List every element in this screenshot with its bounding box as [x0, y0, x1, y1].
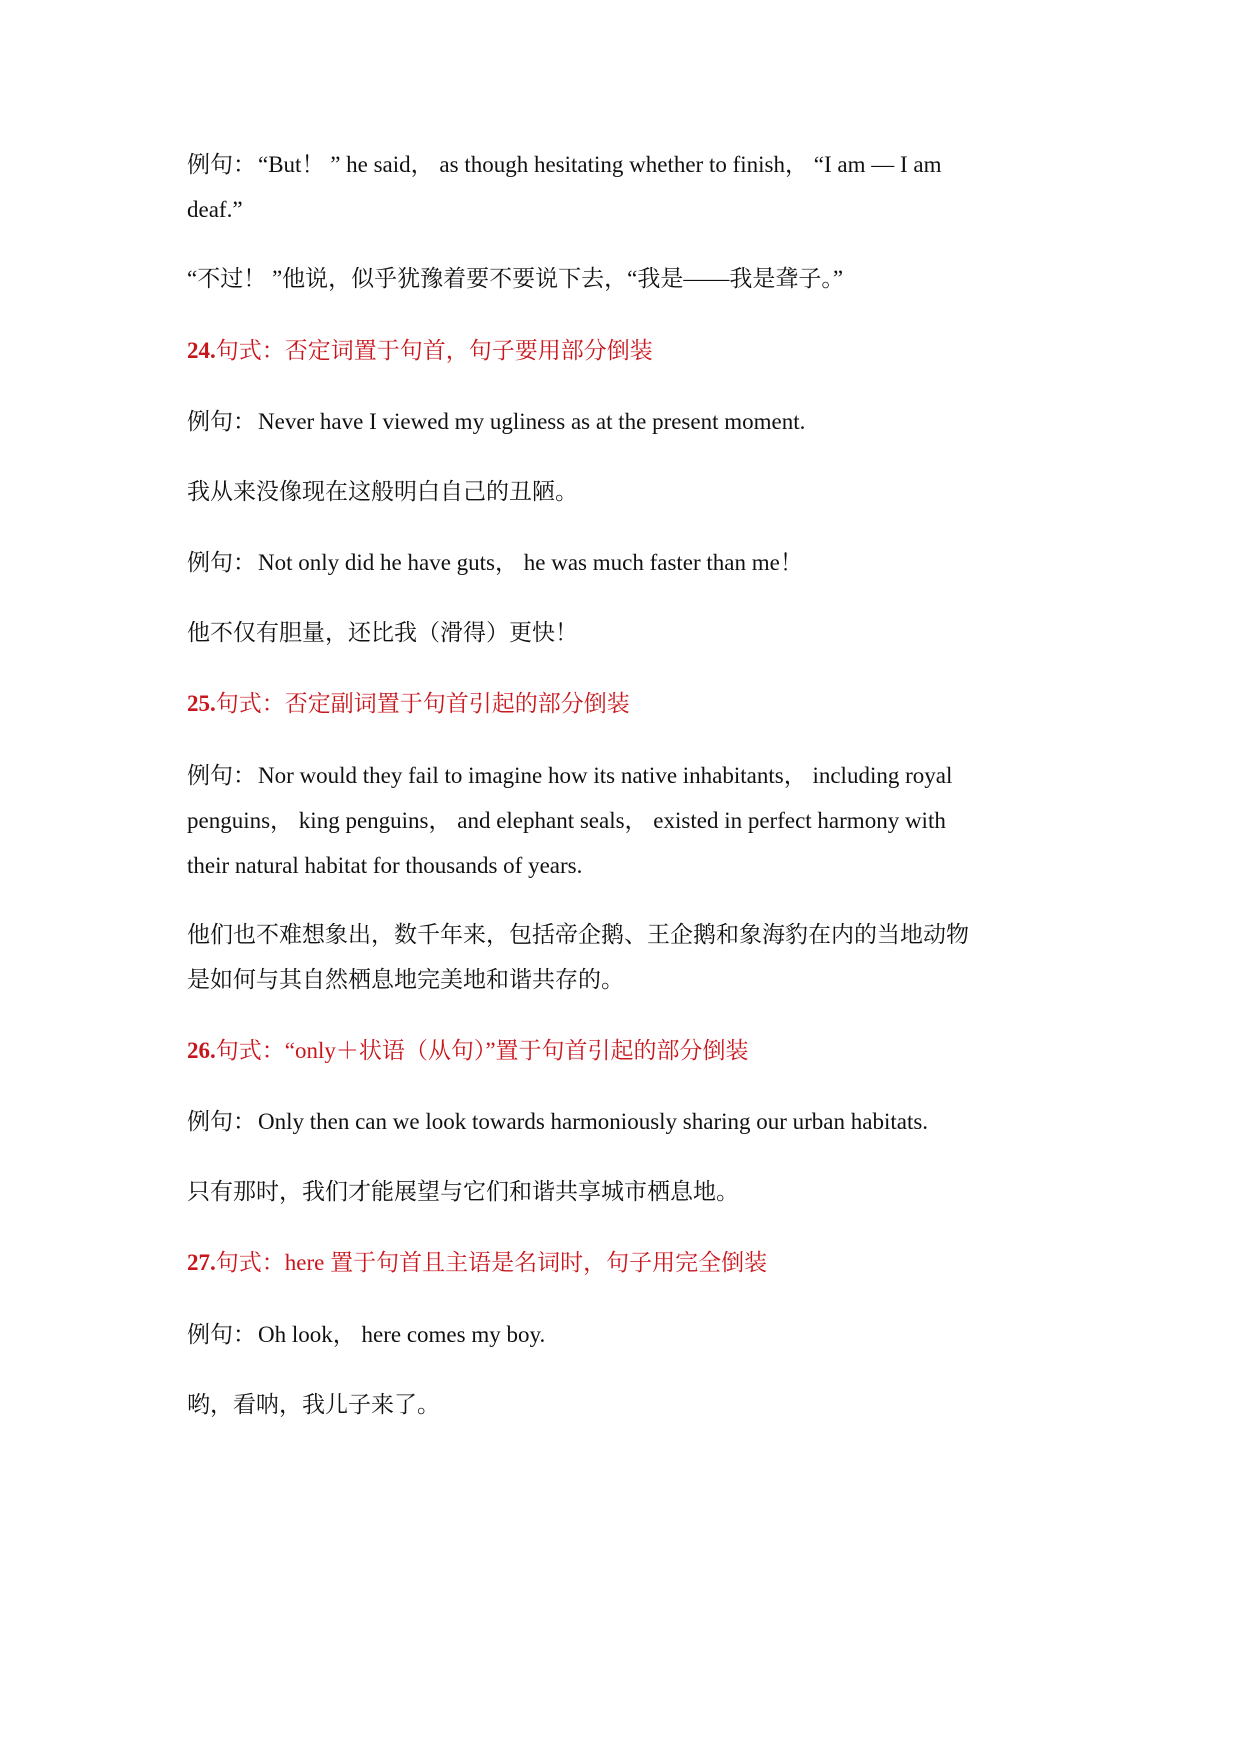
example-text: penguins， king penguins， and elephant seals， existed in perfect harmony with: [187, 808, 946, 833]
example-line: [187, 548, 803, 578]
heading-number: 25.: [187, 691, 216, 716]
translation-text: 我从来没像现在这般明白自己的丑陋。: [187, 479, 578, 504]
example-line: [187, 806, 946, 836]
heading-number: 27.: [187, 1250, 216, 1275]
heading-text: 句式：否定词置于句首，句子要用部分倒装: [215, 338, 653, 363]
translation-line: [187, 1177, 739, 1207]
example-text: Nor would they fail to imagine how its native inhabitants， including royal: [258, 763, 953, 788]
example-label: 例句：: [187, 1109, 256, 1134]
translation-text: 哟，看呐，我儿子来了。: [187, 1392, 440, 1417]
section-heading-27: [187, 1248, 767, 1278]
example-line: [187, 761, 952, 791]
translation-text: “不过！ ”他说，似乎犹豫着要不要说下去，“我是——我是聋子。”: [187, 266, 844, 291]
example-text: Not only did he have guts， he was much faster than me！: [258, 550, 803, 575]
translation-line: [187, 965, 624, 995]
translation-text: 他不仅有胆量，还比我（滑得）更快！: [187, 620, 578, 645]
example-line: [187, 851, 582, 881]
translation-line: [187, 920, 969, 950]
example-text: Never have I viewed my ugliness as at the present moment.: [258, 409, 806, 434]
heading-text: 句式：否定副词置于句首引起的部分倒装: [215, 691, 630, 716]
example-text: “But！ ” he said， as though hesitating whether to finish， “I am — I am: [258, 152, 942, 177]
translation-text: 只有那时，我们才能展望与它们和谐共享城市栖息地。: [187, 1179, 739, 1204]
translation-line: [187, 618, 578, 648]
section-heading-25: [187, 689, 630, 719]
heading-number: 24.: [187, 338, 216, 363]
section-heading-24: [187, 336, 653, 366]
translation-line: [187, 264, 843, 294]
heading-text: 句式：“only＋状语（从句）”置于句首引起的部分倒装: [215, 1038, 749, 1063]
example-line: [187, 150, 941, 180]
example-text: deaf.”: [187, 197, 243, 222]
example-line: [187, 407, 805, 437]
example-label: 例句：: [187, 409, 256, 434]
example-label: 例句：: [187, 1322, 256, 1347]
heading-text: 句式：here 置于句首且主语是名词时，句子用完全倒装: [215, 1250, 768, 1275]
example-text: Only then can we look towards harmoniously sharing our urban habitats.: [258, 1109, 929, 1134]
example-text: their natural habitat for thousands of years.: [187, 853, 583, 878]
heading-number: 26.: [187, 1038, 216, 1063]
translation-line: [187, 1390, 440, 1420]
example-label: 例句：: [187, 152, 256, 177]
example-line: [187, 1107, 928, 1137]
example-line: [187, 1320, 545, 1350]
example-line: [187, 195, 243, 225]
translation-text: 是如何与其自然栖息地完美地和谐共存的。: [187, 967, 624, 992]
example-text: Oh look， here comes my boy.: [258, 1322, 546, 1347]
example-label: 例句：: [187, 550, 256, 575]
translation-text: 他们也不难想象出，数千年来，包括帝企鹅、王企鹅和象海豹在内的当地动物: [187, 922, 969, 947]
translation-line: [187, 477, 578, 507]
example-label: 例句：: [187, 763, 256, 788]
section-heading-26: [187, 1036, 749, 1066]
